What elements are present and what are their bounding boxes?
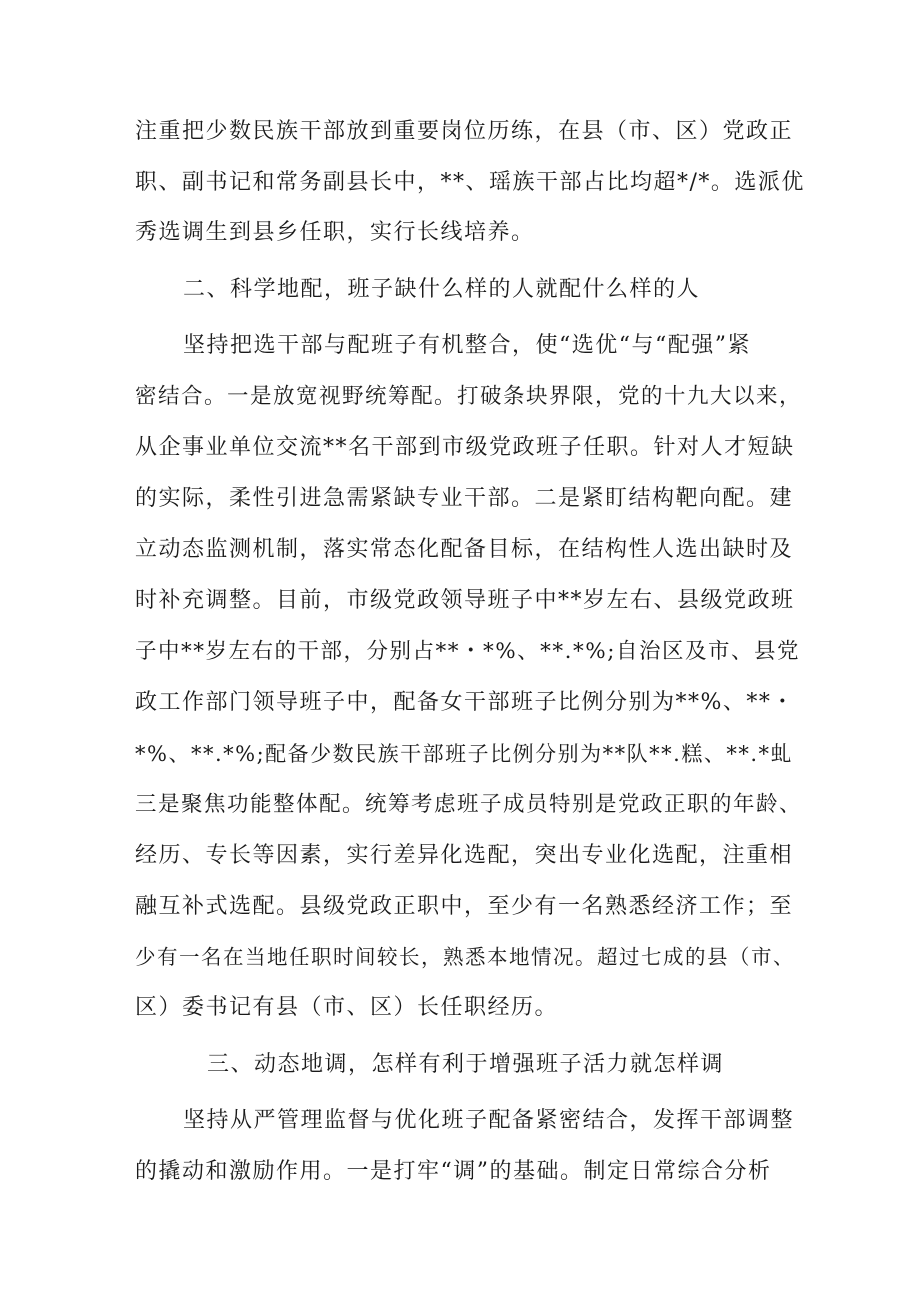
para1-line-1: 注重把少数民族干部放到重要岗位历练，在县（市、区）党政正 <box>135 119 794 144</box>
para2-line-13: 少有一名在当地任职时间较长，熟悉本地情况。超过七成的县（市、 <box>135 945 795 969</box>
para2-line-9: *%、**.*%;配备少数民族干部班子比例分别为**队**.糕、**.*虬 <box>135 742 794 766</box>
para1-line-3: 秀选调生到县乡任职，实行长线培养。 <box>135 220 535 245</box>
para2-line-7: 子中**岁左右的干部，分别占**・*%、**.*%;自治区及市、县党 <box>135 639 800 664</box>
section-heading-2: 二、科学地配，班子缺什么样的人就配什么样的人 <box>183 277 701 302</box>
para2-line-1: 坚持把选干部与配班子有机整合，使“选优“与“配强”紧 <box>183 333 751 358</box>
para3-line-1: 坚持从严管理监督与优化班子配备紧密结合，发挥干部调整 <box>183 1108 795 1133</box>
para2-line-14: 区）委书记有县（市、区）长任职经历。 <box>135 995 559 1020</box>
para2-line-4: 的实际，柔性引进急需紧缺专业干部。二是紧盯结构靶向配。建 <box>135 486 794 511</box>
section-heading-3: 三、动态地调，怎样有利于增强班子活力就怎样调 <box>207 1052 725 1077</box>
para1-line-2: 职、副书记和常务副县长中，**、瑶族干部占比均超*/*。选派优 <box>135 170 805 195</box>
para2-line-11: 经历、专长等因素，实行差异化选配，突出专业化选配，注重相 <box>135 843 794 868</box>
para2-line-8: 政工作部门领导班子中，配备女干部班子比例分别为**%、**・ <box>135 690 795 715</box>
para3-line-2: 的撬动和激励作用。一是打牢“调”的基础。制定日常综合分析 <box>135 1159 772 1184</box>
para2-line-10: 三是聚焦功能整体配。统筹考虑班子成员特别是党政正职的年龄、 <box>135 792 803 817</box>
para2-line-6: 时补充调整。目前，市级党政领导班子中**岁左右、县级党政班 <box>135 588 795 613</box>
para2-line-12: 融互补式选配。县级党政正职中，至少有一名熟悉经济工作；至 <box>135 894 794 919</box>
para2-line-3: 从企事业单位交流**名干部到市级党政班子任职。针对人才短缺 <box>135 435 795 460</box>
para2-line-2: 密结合。一是放宽视野统筹配。打破条块界限，党的十九大以来， <box>135 384 803 409</box>
para2-line-5: 立动态监测机制，落实常态化配备目标，在结构性人选出缺时及 <box>135 537 794 562</box>
